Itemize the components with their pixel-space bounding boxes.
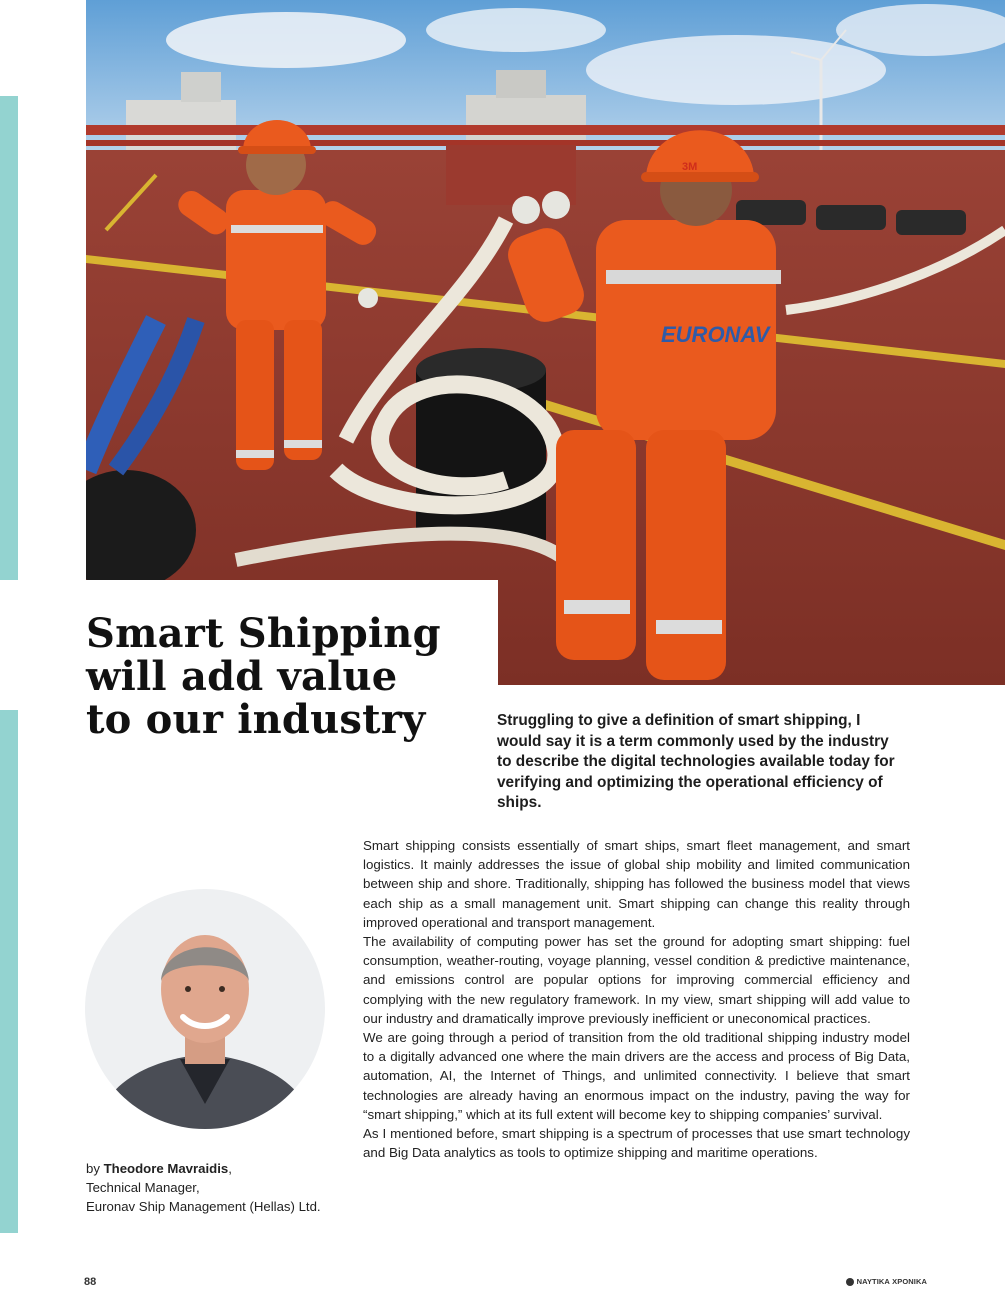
headline-line: will add value (86, 653, 398, 700)
headline-line: Smart Shipping (86, 610, 441, 657)
body-paragraph: We are going through a period of transition from the old traditional shipping industry model to a digitally advanced one where the main drivers are the access and process of Big Data, automation, AI, the Internet of Things, and unlimited connectivity. I believe that smart technologies are already having an enormous impact on the industry, paving the way for “smart shipping,” which at its full extent will become key to shipping companies’ survival. (363, 1030, 910, 1122)
author-name: Theodore Mavraidis (103, 1161, 229, 1176)
coverall-brand-text: EURONAV (661, 322, 770, 347)
magazine-name: ΝΑΥΤΙΚΑ ΧΡΟΝΙΚΑ (856, 1277, 927, 1286)
helmet-brand-text: 3M (682, 161, 698, 173)
body-paragraph: As I mentioned before, smart shipping is a spectrum of processes that use smart technology and Big Data analytics as tools to optimize shipping and maritime operations. (363, 1126, 910, 1161)
article-lead: Struggling to give a definition of smart shipping, I would say it is a term commonly used by the industry to describe the digital technologies available today for verifying and optimizing the operational efficiency of ships. (497, 712, 895, 812)
article-headline (86, 612, 486, 741)
magazine-logo (846, 1277, 927, 1286)
article-body (363, 836, 910, 1162)
body-paragraph: Smart shipping consists essentially of smart ships, smart fleet management, and smart logistics. It mainly addresses the issue of global ship mobility and limited communication between ship and shore. Traditionally, shipping has followed the business model that views each ship as a small management unit. Smart shipping can change this reality through improved operational and transport management. (363, 838, 910, 930)
headline-line: to our industry (86, 696, 426, 743)
author-role: Technical Manager, (86, 1180, 200, 1196)
author-company: Euronav Ship Management (Hellas) Ltd. (86, 1199, 321, 1215)
logo-mark-icon (846, 1278, 854, 1286)
body-paragraph: The availability of computing power has set the ground for adopting smart shipping: fuel consumption, weather-routing, voyage planning, vessel condition & predictive maintenance, and emissions control are popular options for improving commercial efficiency and complying with the new regulatory framework. In my view, smart shipping will add value to our industry and dramatically improve previously inefficient or uneconomical practices. (363, 934, 910, 1026)
author-portrait (85, 889, 325, 1129)
page-number: 88 (84, 1276, 97, 1288)
byline-prefix: by (86, 1161, 100, 1176)
author-byline: by Theodore Mavraidis, Technical Manager, Euronav Ship Management (Hellas) Ltd. (86, 1161, 321, 1215)
